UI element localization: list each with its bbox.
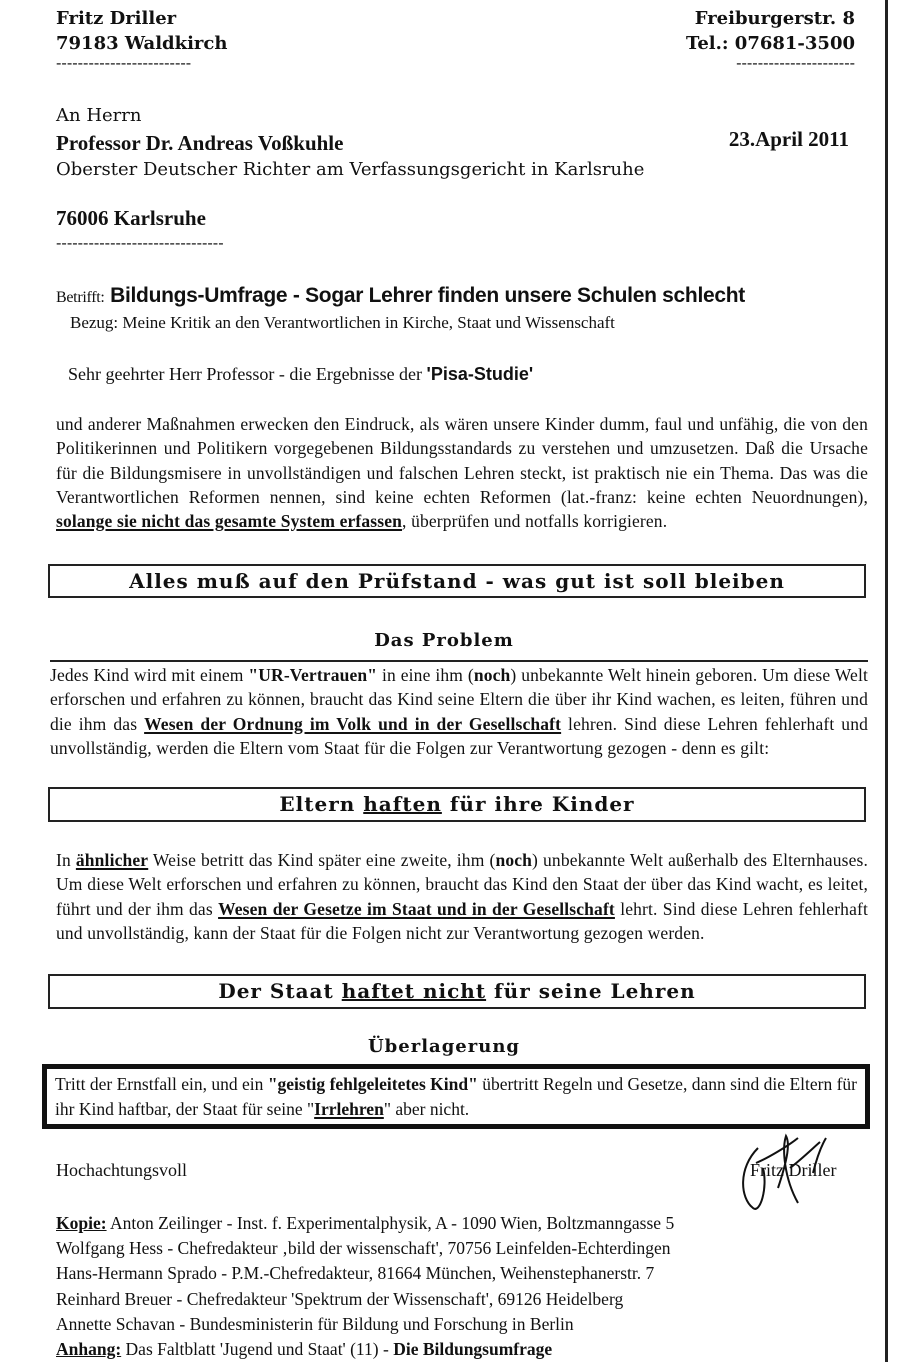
copy-line-3: Hans-Hermann Sprado - P.M.-Chefredakteur, 81664 München, Weihenstephanerstr. 7 <box>56 1263 655 1284</box>
box3-underlined: haftet nicht <box>341 979 487 1003</box>
para1-text: und anderer Maßnahmen erwecken den Eindruck, als wären unsere Kinder dumm, faul und unfähig, die von den Politikerinnen und Politikern vorgegebenen Bildungsstandards zu verstehen und umzusetzen. Daß die Ursache für die Bildungsmisere in unvollständigen und falschen Lehren steckt, ist praktisch nie ein Thema. Das was die Verantwortlichen Reformen nennen, sind keine echten Reformen (lat.-franz: keine echten Neuordnungen), <box>56 414 868 507</box>
greeting-text: Sehr geehrter Herr Professor - die Ergebnisse der <box>68 364 427 384</box>
para2-t1: Jedes Kind wird mit einem <box>50 665 249 685</box>
para2-t2: in eine ihm ( <box>377 665 474 685</box>
closing: Hochachtungsvoll <box>56 1160 187 1180</box>
para3-t4: lehrt. Sind diese Lehren fehlerhaft und unvollständig, kann der Staat für die Folgen nicht zur Verantwortung gezogen werden. <box>56 898 868 943</box>
sender-street: Freiburgerstr. 8 <box>694 8 855 29</box>
subject-line <box>56 284 745 308</box>
attachment-bold: Die Bildungsumfrage <box>393 1339 553 1360</box>
subject-text: Bildungs-Umfrage - Sogar Lehrer finden unsere Schulen schlecht <box>110 284 745 307</box>
copies-list <box>56 1211 886 1362</box>
motto-box-staat <box>48 974 866 1009</box>
copy-line-4: Reinhard Breuer - Chefredakteur 'Spektrum der Wissenschaft', 69126 Heidelberg <box>56 1288 624 1309</box>
sender-name: Fritz Driller <box>56 8 177 29</box>
paragraph-intro <box>56 412 868 533</box>
sender-block <box>56 6 227 70</box>
signature-name: Fritz Driller <box>750 1160 837 1180</box>
overlay-box <box>42 1064 870 1129</box>
copy-recipient-1: Anton Zeilinger - Inst. f. Experimentalphysik, A - 1090 Wien, Boltzmanngasse 5 <box>106 1213 675 1233</box>
para1-underlined: solange sie nicht das gesamte System erfassen <box>56 511 403 532</box>
para2-t3: ) unbekannte Welt hinein geboren. Um diese Welt erforschen und erfahren zu können, braucht das Kind seine Eltern die über ihr Kind wachen, es leiten, führen und die ihm das <box>50 665 868 734</box>
greeting <box>68 364 533 385</box>
attachment-label: Anhang: <box>56 1339 122 1360</box>
box2-b: für ihre Kinder <box>441 792 635 816</box>
reference-line: Bezug: Meine Kritik an den Verantwortlichen in Kirche, Staat und Wissenschaft <box>70 313 615 332</box>
overlay-t2: übertritt Regeln und Gesetze, dann sind die Eltern für ihr Kind haftbar, der Staat für seine " <box>55 1074 857 1119</box>
para1-end: , überprüfen und notfalls korrigieren. <box>402 511 668 532</box>
overlay-t1: Tritt der Ernstfall ein, und ein <box>55 1074 268 1094</box>
recipient-salutation: An Herrn <box>56 105 142 126</box>
paragraph-problem <box>50 660 868 760</box>
letter-date: 23.April 2011 <box>728 127 849 151</box>
para2-underlined: Wesen der Ordnung im Volk und in der Gesellschaft <box>144 713 562 734</box>
para2-b2: noch <box>473 665 511 685</box>
copy-line-5: Annette Schavan - Bundesministerin für Bildung und Forschung in Berlin <box>56 1313 574 1334</box>
attachment-text: Das Faltblatt 'Jugend und Staat' (11) - <box>121 1339 394 1360</box>
overlay-underlined: Irrlehren <box>314 1098 384 1119</box>
para2-t4: lehren. Sind diese Lehren fehlerhaft und unvollständig, werden die Eltern vom Staat für die Folgen zur Verantwortung gezogen - denn es gilt: <box>50 713 868 758</box>
para3-t1: In <box>56 850 76 870</box>
recipient-title: Oberster Deutscher Richter am Verfassungsgericht in Karlsruhe <box>56 159 645 180</box>
box2-underlined: haften <box>363 792 442 816</box>
sender-divider: ------------------------- <box>56 53 192 72</box>
paragraph-staat <box>56 848 868 945</box>
heading-overlay: Überlagerung <box>367 1036 520 1057</box>
para3-t3: ) unbekannte Welt außerhalb des Elternhauses. Um diese Welt erforschen und erfahren zu können, braucht das Kind den Staat der über das Kind wacht, es leitet, führt und der ihm das <box>56 850 868 919</box>
box2-a: Eltern <box>279 792 364 816</box>
greeting-highlight: 'Pisa-Studie' <box>426 364 534 384</box>
recipient-divider: ------------------------------- <box>56 233 224 252</box>
box3-a: Der Staat <box>218 979 342 1003</box>
copy-line-1 <box>56 1211 886 1236</box>
sender-city: 79183 Waldkirch <box>56 33 228 54</box>
sender-contact-divider: ---------------------- <box>736 53 855 72</box>
sender-phone: Tel.: 07681-3500 <box>686 33 855 54</box>
para3-underlined-1: ähnlicher <box>75 850 149 870</box>
recipient-name: Professor Dr. Andreas Voßkuhle <box>56 131 344 155</box>
attachment-line <box>56 1337 886 1362</box>
subject-label: Betrifft: <box>56 289 105 306</box>
para3-b1: noch <box>495 850 533 870</box>
motto-text: Alles muß auf den Prüfstand - was gut ist soll bleiben <box>129 569 785 593</box>
box3-b: für seine Lehren <box>486 979 696 1003</box>
overlay-t3: " aber nicht. <box>383 1098 470 1119</box>
overlay-b1: "geistig fehlgeleitetes Kind" <box>267 1074 478 1094</box>
para3-t2: Weise betritt das Kind später eine zweite, ihm ( <box>148 850 496 870</box>
copies-label: Kopie: <box>56 1213 107 1233</box>
copy-line-2: Wolfgang Hess - Chefredakteur ‚bild der wissenschaft', 70756 Leinfelden-Echterdingen <box>56 1238 671 1259</box>
motto-box-eltern <box>48 787 866 822</box>
motto-box-pruefstand <box>48 564 866 598</box>
para3-underlined-2: Wesen der Gesetze im Staat und in der Gesellschaft <box>218 898 615 919</box>
para2-b1: "UR-Vertrauen" <box>248 665 378 685</box>
sender-contact <box>686 6 855 70</box>
heading-problem: Das Problem <box>374 630 514 651</box>
recipient-block <box>56 104 644 182</box>
recipient-city: 76006 Karlsruhe <box>56 206 206 230</box>
